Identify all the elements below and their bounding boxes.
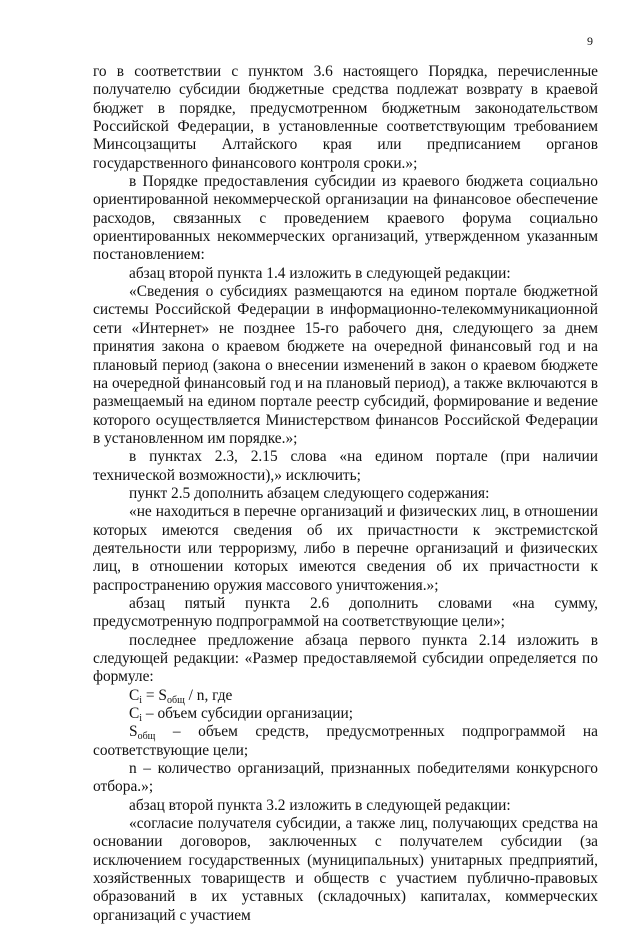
formula-rest: / n, где [184,686,233,704]
def-s-sub: общ [137,731,156,743]
paragraph: «Сведения о субсидиях размещаются на едином портале бюджетной системы Российской Федерации в информационно-телекоммуникационной сети «Интернет» не позднее 15-го рабочего дня, следующего за днем принятия закона о краевом бюджете на очередной финансовый год и на плановый период (закона о внесении изменений в закон о краевом бюджете на очередной финансовый год и на плановый период), а также включаются в размещаемый на едином портале реестр субсидий, формирование и ведение которого осуществляется Министерством финансов Российской Федерации в установленном им порядке.»; [93,283,598,447]
def-c: C [129,705,140,723]
paragraph: абзац второй пункта 3.2 изложить в следующей редакции: [129,796,511,814]
page-number: 9 [587,34,593,48]
def-ci-text: – объем субсидии организации; [142,705,354,723]
paragraph: «не находиться в перечне организаций и физических лиц, в отношении которых имеются сведения об их причастности к экстремистской деятельности или терроризму, либо в перечне организаций и физических лиц, в отношении которых имеются сведения об их причастности к распространению оружия массового уничтожения.»; [93,503,598,594]
paragraph: в Порядке предоставления субсидии из краевого бюджета социально ориентированной некоммерческой организации на финансовое обеспечение расходов, связанных с проведением краевого форума социально ориентированных некоммерческих организаций, утвержденном указанным постановлением: [93,173,598,264]
definition-ci [93,705,598,723]
paragraph: «согласие получателя субсидии, а также лиц, получающих средства на основании договоров, заключенных с получателем субсидии (за исключением государственных (муниципальных) унитарных предприятий, хозяйственных товариществ и обществ с участием публично-правовых образований в их уставных (складочных) капиталах, коммерческих организаций с участием [93,815,598,924]
paragraph: в пунктах 2.3, 2.15 слова «на едином портале (при наличии технической возможности),» исключить; [93,448,598,484]
formula-line [93,687,598,705]
paragraph: пункт 2.5 дополнить абзацем следующего содержания: [129,484,490,502]
paragraph: го в соответствии с пунктом 3.6 настоящего Порядка, перечисленные получателю субсидии бюджетные средства подлежат возврату в краевой бюджет в порядке, предусмотренном бюджетным законодательством Российской Федерации, в установленные соответствующим требованием Минсоцзащиты Алтайского края или предписанием органов государственного финансового контроля сроки.»; [93,63,598,172]
formula-c-sub: i [139,694,143,706]
paragraph: абзац пятый пункта 2.6 дополнить словами «на сумму, предусмотренную подпрограммой на соответствующие цели»; [93,594,598,631]
formula-c: C [129,686,140,704]
formula-s-sub: общ [166,694,185,706]
paragraph: абзац второй пункта 1.4 изложить в следующей редакции: [129,264,511,282]
def-s-text: – объем средств, предусмотренных подпрограммой на соответствующие цели; [93,723,598,759]
def-c-sub: i [139,713,143,725]
document-body [93,63,598,925]
def-s: S [129,723,138,741]
paragraph: последнее предложение абзаца первого пункта 2.14 изложить в следующей редакции: «Размер предоставляемой субсидии определяется по формуле: [93,631,598,686]
definition-s [93,723,598,760]
formula-eq: = S [142,686,167,704]
paragraph: n – количество организаций, признанных победителями конкурсного отбора.»; [93,760,598,796]
